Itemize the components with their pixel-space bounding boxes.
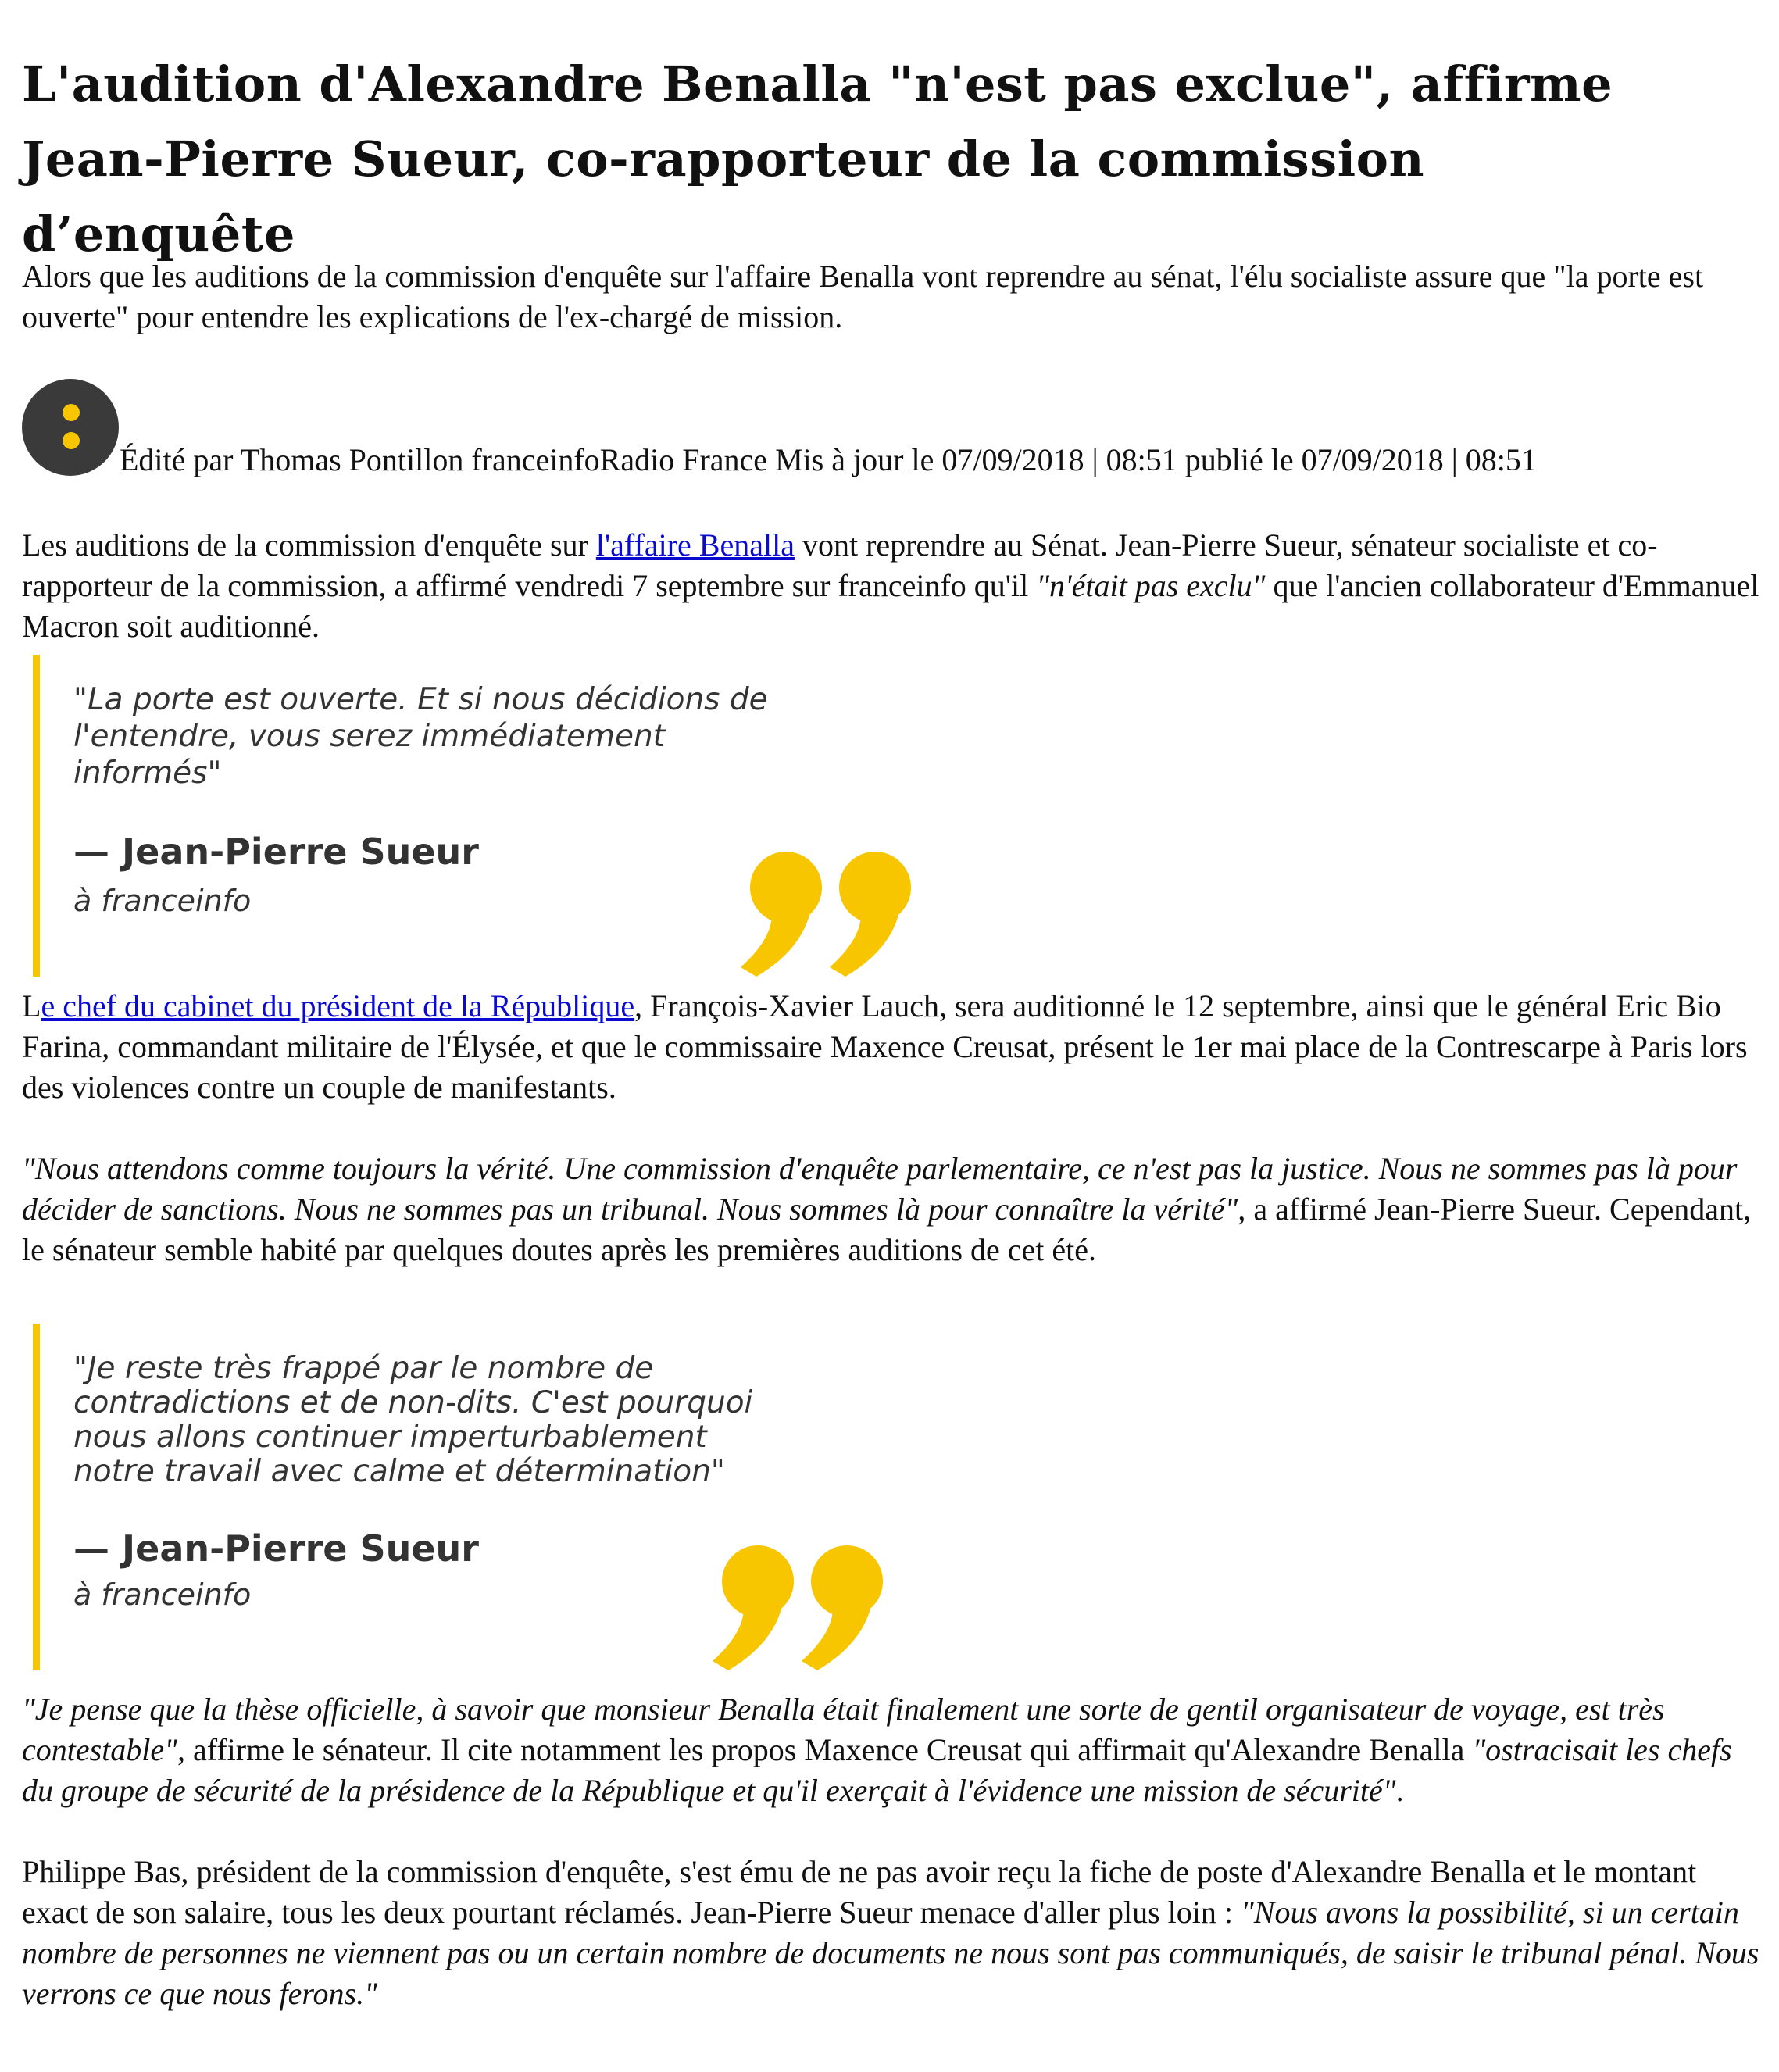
paragraph-4-text: , affirme le sénateur. Il cite notamment les propos Maxence Creusat qui affirmait qu'Alexandre Benalla [177,1732,1473,1767]
byline-editor: Édité par Thomas Pontillon [120,442,464,477]
paragraph-3-text: , a affirmé Jean-Pierre Sueur. Cependant, le sénateur semble habité par quelques doutes après les premières auditions de cet été. [22,1191,1752,1267]
paragraph-1-quote: "n'était pas exclu" [1036,568,1266,603]
quote-line: "Je reste très frappé par le nombre de [73,1351,654,1386]
quote-line: informés" [73,756,222,791]
quote-line: contradictions et de non-dits. C'est pourquoi [73,1385,753,1420]
quote-line: nous allons continuer imperturbablement [73,1420,707,1455]
paragraph-5-text: Philippe Bas, président de la commission d'enquête, s'est ému de ne pas avoir reçu la fiche de poste d'Alexandre Benalla et le montant exact de son salaire, tous les deux pourtant réclamés. Jean-Pierre Sueur menace d'aller plus loin : [22,1854,1697,1930]
pull-quote-2-text [73,1352,752,1489]
byline [120,441,1537,480]
paragraph-1-text: Les auditions de la commission d'enquête sur [22,527,596,563]
page-title: L'audition d'Alexandre Benalla "n'est pas exclue", affirme Jean-Pierre Sueur, co-rapporteur de la commission d’enquête [22,55,1613,263]
pull-quote-1-source: à franceinfo [73,884,252,918]
pull-quote-2-source: à franceinfo [73,1577,252,1612]
pull-quote-2-author: — Jean-Pierre Sueur [73,1527,479,1570]
link-chef-du-cabinet[interactable]: e chef du cabinet du président de la République [41,988,635,1023]
paragraph-2-initial: L [22,988,41,1023]
paragraph-3-quote: "Nous attendons comme toujours la vérité. Une commission d'enquête parlementaire, ce n'est pas la justice. Nous ne sommes pas là pour décider de sanctions. Nous ne sommes pas un tribunal. Nous sommes là pour connaître la vérité" [22,1151,1738,1227]
paragraph-4-quote-2: "ostracisait les chefs du groupe de sécurité de la présidence de la République et qu'il exerçait à l'évidence une mission de sécurité" [22,1732,1732,1808]
paragraph-4 [22,1689,1768,1811]
paragraph-1 [22,525,1768,647]
paragraph-3 [22,1149,1768,1270]
pull-quote-1 [33,655,916,977]
closing-quote-icon [713,1545,892,1670]
byline-outlet: franceinfoRadio France [471,442,768,477]
paragraph-5-quote: "Nous avons la possibilité, si un certain nombre de personnes ne viennent pas ou un certain nombre de documents ne nous sont pas communiqués, de saisir le tribunal pénal. Nous verrons ce que nous ferons." [22,1895,1759,2011]
quote-line: l'entendre, vous serez immédiatement [73,719,666,754]
paragraph-2 [22,986,1768,1108]
franceinfo-logo-icon [22,379,119,476]
quote-line: notre travail avec calme et détermination" [73,1454,725,1489]
article-lead: Alors que les auditions de la commission d'enquête sur l'affaire Benalla vont reprendre au sénat, l'élu socialiste assure que "la porte est ouverte" pour entendre les explications de l'ex-chargé de mission. [22,259,1704,334]
byline-updated: Mis à jour le 07/09/2018 | 08:51 [775,442,1177,477]
byline-published: publié le 07/09/2018 | 08:51 [1184,442,1537,477]
paragraph-5 [22,1852,1768,2014]
paragraph-4-quote-1: "Je pense que la thèse officielle, à savoir que monsieur Benalla était finalement une sorte de gentil organisateur de voyage, est très contestable" [22,1692,1665,1767]
paragraph-1-text-2: vont reprendre au Sénat. Jean-Pierre Sueur, sénateur socialiste et co-rapporteur de la commission, a affirmé vendredi 7 septembre sur franceinfo qu'il [22,527,1658,603]
paragraph-1-text-3: que l'ancien collaborateur d'Emmanuel Macron soit auditionné. [22,568,1759,644]
paragraph-2-text: , François-Xavier Lauch, sera auditionné le 12 septembre, ainsi que le général Eric Bio Farina, commandant militaire de l'Élysée, et que le commissaire Maxence Creusat, présent le 1er mai place de la Contrescarpe à Paris lors des violences contre un couple de manifestants. [22,988,1748,1105]
pull-quote-1-text [73,681,768,791]
quote-bar [33,655,40,977]
closing-quote-icon [741,852,920,977]
quote-bar [33,1324,40,1670]
link-affaire-benalla[interactable]: l'affaire Benalla [595,527,795,563]
pull-quote-2 [33,1324,900,1670]
quote-line: "La porte est ouverte. Et si nous décidions de [73,682,768,717]
paragraph-4-end: . [1395,1773,1404,1808]
pull-quote-1-author: — Jean-Pierre Sueur [73,831,479,873]
